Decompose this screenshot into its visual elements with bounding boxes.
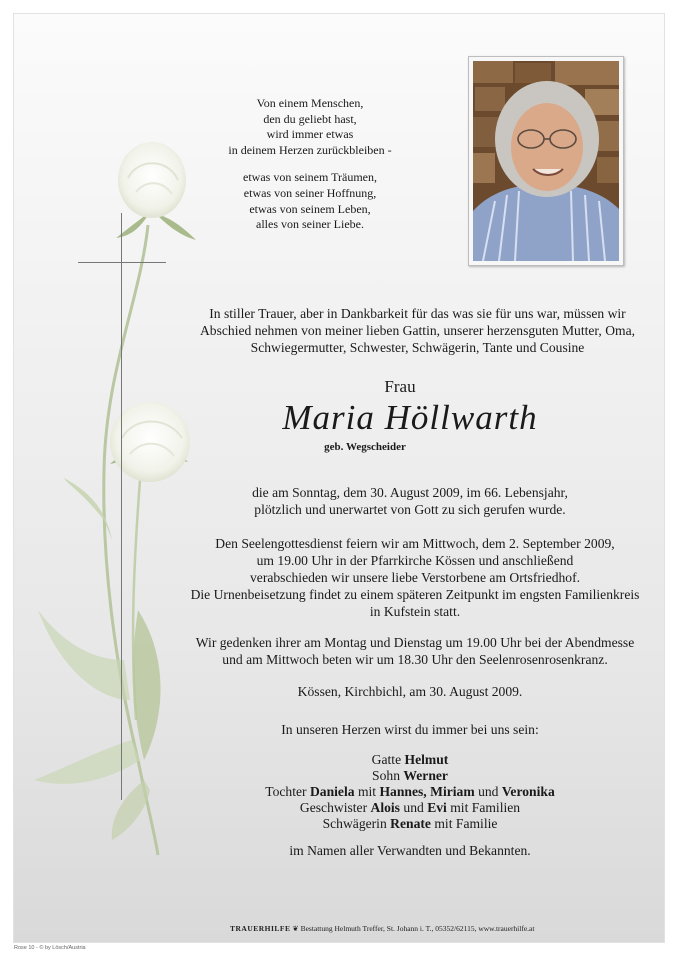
funeral-home-footer [230,924,660,933]
poem-line: in deinem Herzen zurückbleiben - [228,142,392,157]
relation-label: Tochter [265,784,307,799]
dove-icon: ❦ [292,924,299,933]
place-and-date: Kössen, Kirchbichl, am 30. August 2009. [297,684,523,699]
portrait-photo [468,56,624,266]
mourners-list [210,752,610,832]
relation-label: Gatte [371,752,402,767]
poem-line: Von einem Menschen, [256,96,364,110]
connector: und [478,784,499,799]
intro-line: Abschied nehmen von meiner lieben Gattin, unserer herzensguten Mutter, Oma, [199,323,636,338]
mourner-son [210,768,610,784]
death-line: plötzlich und unerwartet von Gott zu sich gerufen wurde. [254,502,566,517]
connector: und [403,800,424,815]
intro-line: Schwiegermutter, Schwester, Schwägerin, Tante und Cousine [250,340,585,355]
connector: mit [357,784,377,799]
relation-label: Schwägerin [322,816,387,831]
mourner-name: Evi [427,800,447,815]
deceased-title: Frau [384,377,416,396]
funeral-mass-notice [165,535,665,620]
memorial-poem [200,96,420,233]
portrait-image [473,61,619,261]
mourner-siblings [210,800,610,816]
mass-line: in Kufstein statt. [369,604,461,619]
mourner-name: Veronika [501,784,555,799]
poem-line: alles von seiner Liebe. [256,217,364,232]
announcement-intro [175,305,660,356]
mourner-name: Helmut [404,752,449,767]
death-notice [210,484,610,518]
mourner-name: Daniela [309,784,355,799]
mourner-name: Hannes, [379,784,427,799]
deceased-name: Maria Höllwarth [282,398,538,437]
poem-line: wird immer etwas [266,127,354,142]
mourner-daughter [210,784,610,800]
relation-label: Sohn [372,768,400,783]
funeral-home-details: Bestattung Helmuth Treffer, St. Johann i. T., 05352/62115, www.trauerhilfe.at [300,924,535,933]
mass-line: Die Urnenbeisetzung findet zu einem späteren Zeitpunkt im engsten Familienkreis [190,587,640,602]
intro-line: In stiller Trauer, aber in Dankbarkeit für das was sie für uns war, müssen wir [209,306,626,321]
relation-label: Geschwister [299,800,368,815]
mass-line: um 19.00 Uhr in der Pfarrkirche Kössen und anschließend [256,553,574,568]
mass-line: Den Seelengottesdienst feiern wir am Mittwoch, dem 2. September 2009, [215,536,615,551]
funeral-home-brand: TRAUERHILFE [230,924,291,933]
cross-horizontal [78,262,166,263]
wake-line: Wir gedenken ihrer am Montag und Dienstag um 19.00 Uhr bei der Abendmesse [195,635,635,650]
cross-vertical [121,213,122,800]
connector: mit Familie [434,816,498,831]
mourner-name: Alois [370,800,400,815]
poem-line: den du geliebt hast, [263,111,357,126]
mourner-husband [210,752,610,768]
connector: mit Familien [450,800,521,815]
mourner-name: Renate [390,816,431,831]
print-code: Rose 10 - © by Lösch/Austria [14,945,86,951]
in-our-hearts: In unseren Herzen wirst du immer bei uns sein: [281,722,539,737]
white-rose-illustration [20,140,220,860]
mourner-sister-in-law [210,816,610,832]
poem-line: etwas von seiner Hoffnung, [243,185,377,200]
birth-name: geb. Wegscheider [324,441,406,453]
mourner-name: Werner [403,768,448,783]
closing-line: im Namen aller Verwandten und Bekannten. [289,843,531,858]
poem-line: etwas von seinem Leben, [249,201,371,216]
wake-line: und am Mittwoch beten wir um 18.30 Uhr den Seelenrosenrosenkranz. [222,652,608,667]
mass-line: verabschieden wir unsere liebe Verstorbene am Ortsfriedhof. [249,570,581,585]
poem-line: etwas von seinem Träumen, [243,170,377,185]
mourner-name: Miriam [430,784,475,799]
wake-notice [170,634,660,668]
death-line: die am Sonntag, dem 30. August 2009, im 66. Lebensjahr, [252,485,568,500]
